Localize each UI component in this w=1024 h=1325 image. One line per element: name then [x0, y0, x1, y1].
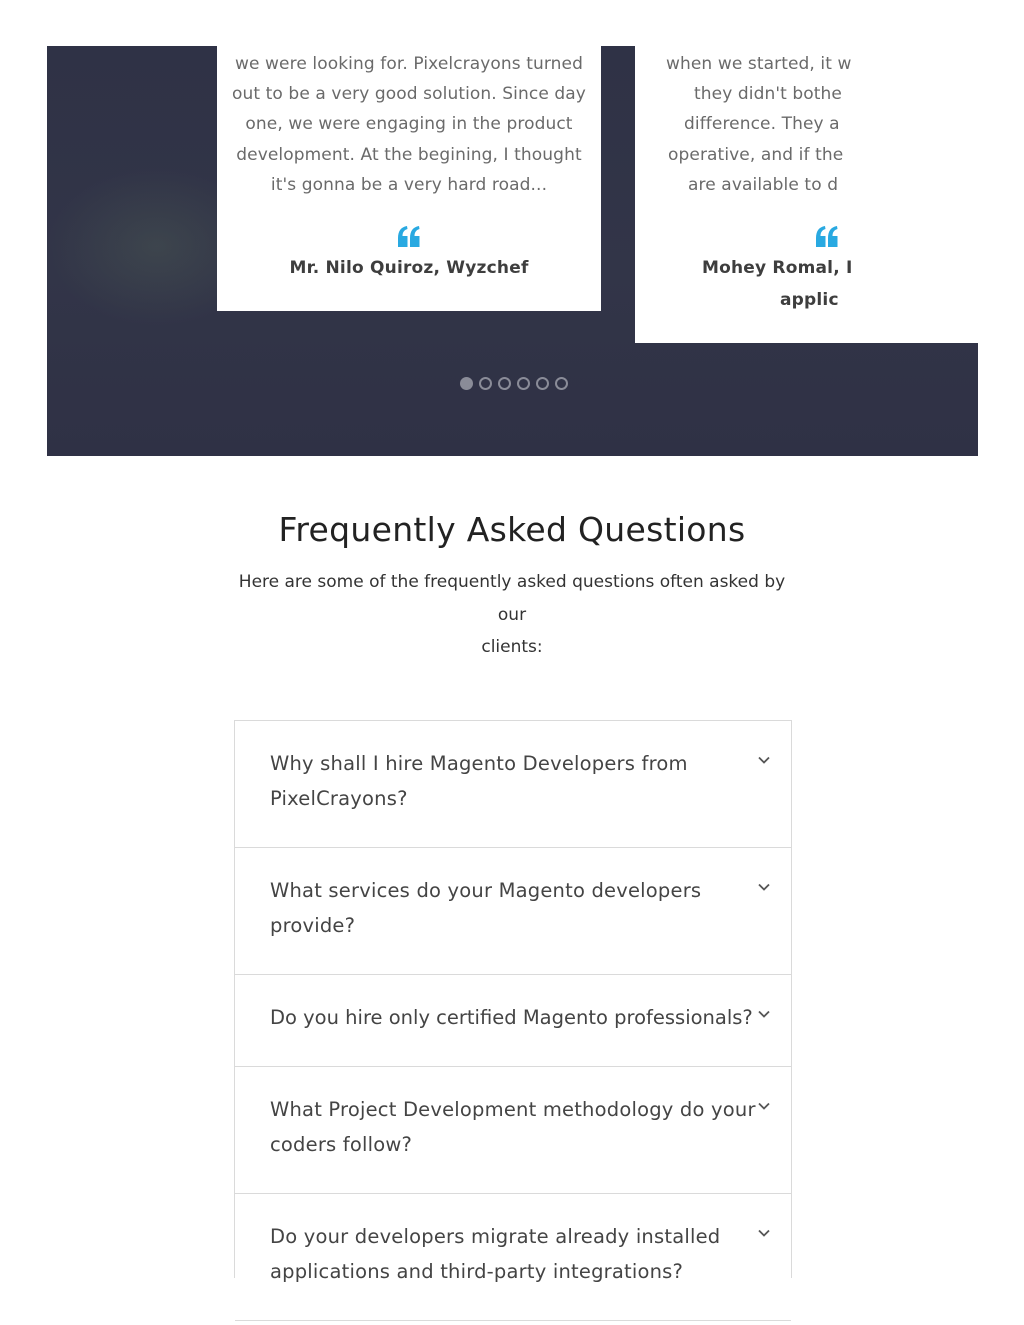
- chevron-down-icon[interactable]: [757, 882, 771, 892]
- carousel-pagination: [460, 377, 568, 390]
- faq-item[interactable]: [235, 848, 791, 975]
- testimonial-text-line: when we started, it w: [666, 54, 852, 74]
- testimonial-author-line: Mr. Nilo Quiroz, Wyzchef: [289, 258, 529, 279]
- faq-question[interactable]: [270, 1000, 753, 1035]
- faq-title: Frequently Asked Questions: [278, 510, 746, 549]
- testimonial-text-line: it's gonna be a very hard road...: [270, 174, 548, 195]
- carousel-dot[interactable]: [460, 377, 473, 390]
- faq-question[interactable]: [270, 873, 731, 943]
- faq-question-line: Why shall I hire Magento Developers from: [270, 752, 688, 775]
- faq-accordion: [234, 720, 792, 1283]
- testimonial-text-line: operative, and if the: [668, 144, 844, 165]
- faq-question-line: PixelCrayons?: [270, 787, 408, 810]
- faq-question[interactable]: [270, 1219, 731, 1289]
- faq-subtitle-line: clients:: [481, 637, 543, 657]
- faq-item[interactable]: [235, 975, 791, 1067]
- testimonial-text-line: development. At the begining, I thought: [236, 144, 582, 165]
- testimonial-text-line: are available to d: [688, 174, 839, 195]
- carousel-dot[interactable]: [536, 377, 549, 390]
- carousel-dot[interactable]: [517, 377, 530, 390]
- faq-subtitle-line: Here are some of the frequently asked questions often asked by our: [238, 572, 786, 625]
- faq-question-line: provide?: [270, 914, 356, 937]
- testimonials-section: [47, 46, 978, 456]
- testimonial-slide-2: [635, 46, 853, 456]
- faq-question-line: coders follow?: [270, 1133, 413, 1156]
- quote-open-icon: [217, 222, 601, 252]
- faq-question[interactable]: [270, 1092, 756, 1162]
- faq-item[interactable]: [235, 721, 791, 848]
- testimonial-card: [217, 46, 601, 311]
- testimonial-text: [635, 49, 1019, 200]
- testimonial-text: [217, 49, 601, 200]
- testimonial-author: [635, 252, 1019, 316]
- faq-item[interactable]: [235, 1194, 791, 1321]
- testimonial-text-line: they didn't bothe: [694, 84, 842, 105]
- chevron-down-icon[interactable]: [757, 1101, 771, 1111]
- testimonial-slide-1: [217, 46, 601, 456]
- testimonial-text-line: we were looking for. Pixelcrayons turned: [234, 54, 584, 74]
- faq-question-line: Do you hire only certified Magento professionals?: [270, 1006, 753, 1029]
- carousel-dot[interactable]: [555, 377, 568, 390]
- chevron-down-icon[interactable]: [757, 1009, 771, 1019]
- testimonial-text-line: out to be a very good solution. Since day: [232, 84, 586, 105]
- faq-question-line: What services do your Magento developers: [270, 879, 702, 902]
- faq-question-line: applications and third-party integrations?: [270, 1260, 684, 1283]
- testimonial-author-line: applic: [780, 290, 839, 311]
- chevron-down-icon[interactable]: [757, 1228, 771, 1238]
- faq-question-line: What Project Development methodology do your: [270, 1098, 756, 1121]
- testimonial-card: [635, 46, 1019, 343]
- faq-question-line: Do your developers migrate already installed: [270, 1225, 721, 1248]
- testimonial-author-line: Mohey Romal, I: [702, 258, 853, 279]
- carousel-dot[interactable]: [498, 377, 511, 390]
- faq-question[interactable]: [270, 746, 731, 816]
- quote-open-icon: [635, 222, 1019, 252]
- testimonial-text-line: one, we were engaging in the product: [245, 114, 573, 135]
- faq-item[interactable]: [235, 1067, 791, 1194]
- testimonial-text-line: difference. They a: [684, 114, 840, 135]
- testimonial-author: [217, 252, 601, 284]
- faq-subtitle: [232, 566, 792, 664]
- chevron-down-icon[interactable]: [757, 755, 771, 765]
- carousel-dot[interactable]: [479, 377, 492, 390]
